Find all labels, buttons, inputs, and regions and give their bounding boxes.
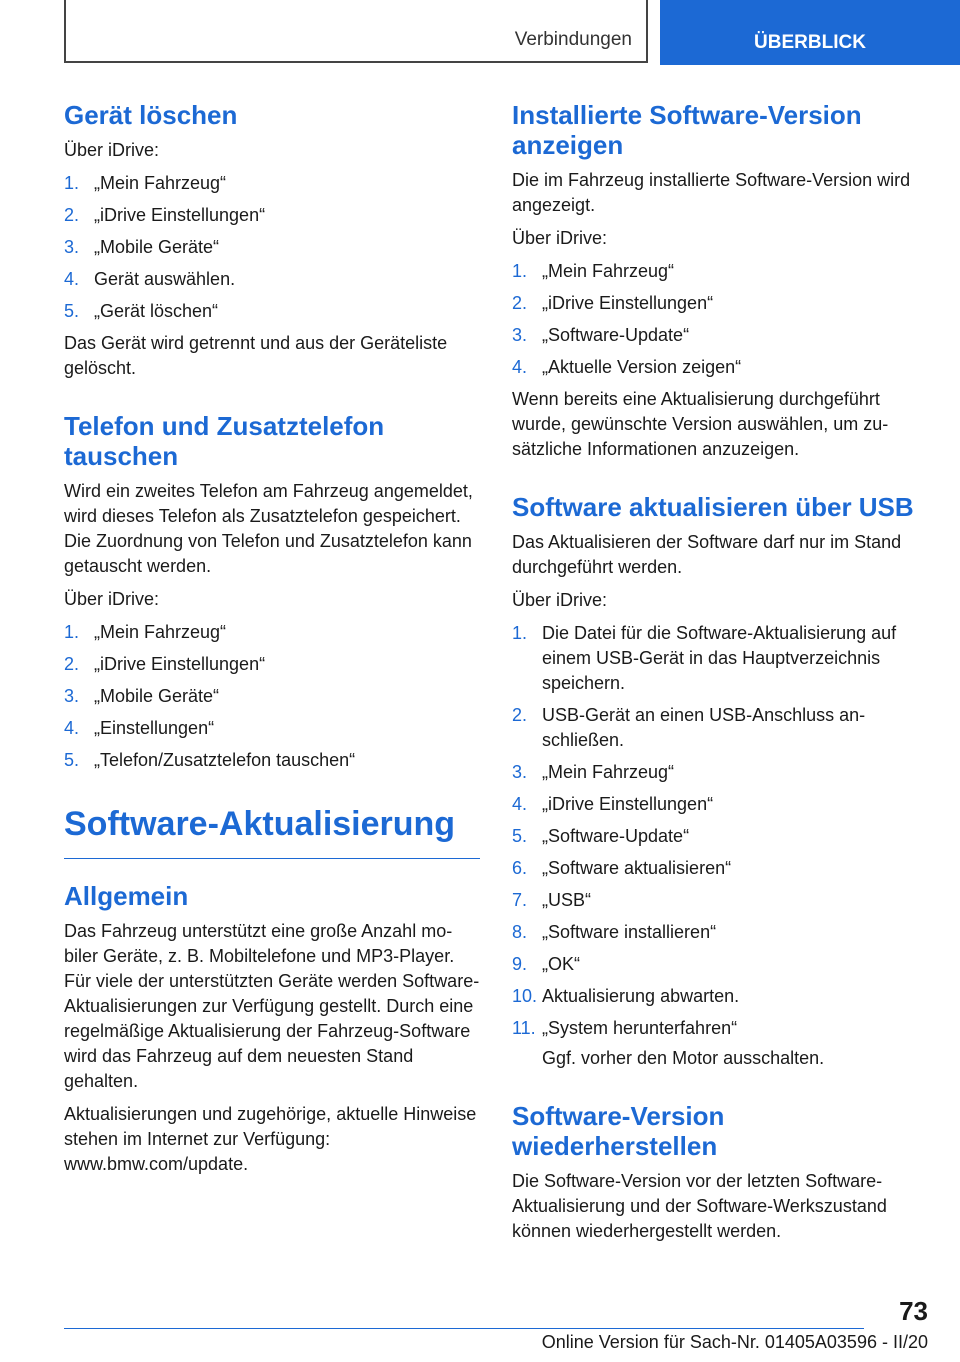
page-number: 73 (899, 1296, 928, 1326)
steps-list (512, 259, 928, 380)
footer-text: Online Version für Sach-Nr. 01405A03596 - II/20 (541, 1332, 928, 1352)
list-item: 8. „Software installieren“ (512, 922, 717, 942)
list-item: 4. „Einstellungen“ (64, 718, 215, 738)
list-item: 5. „Telefon/Zusatztelefon tauschen“ (64, 750, 356, 770)
chapter-divider (64, 858, 480, 859)
body-text: Das Fahrzeug unterstützt eine große Anzahl mobiler Geräte, z. B. Mobiltelefone und MP3-Player. Für viele der unterstützten Geräte werden Software-Aktualisierungen zur Verfügung gestellt. Durch eine regelmäßige Aktualisierung der Fahrzeug-Software wird das Fahrzeug auf dem neuesten Stand gehalten. (64, 921, 480, 1091)
section-title: Software-Version wiederherstellen (512, 1101, 725, 1161)
step-note: Ggf. vorher den Motor ausschalten. (542, 1048, 825, 1068)
steps-list (512, 621, 928, 1041)
header-tab-label: ÜBERBLICK (754, 32, 866, 53)
list-item: 4. Gerät auswählen. (64, 269, 236, 289)
header-tab-overview[interactable] (660, 0, 960, 65)
list-item: 2. „iDrive Einstellungen“ (512, 293, 714, 313)
chapter-title: Software-Aktualisierung (64, 805, 456, 843)
intro-text: Über iDrive: (512, 228, 608, 248)
intro-text: Über iDrive: (64, 140, 160, 160)
list-item: 5. „Gerät löschen“ (64, 301, 219, 321)
list-item: 1. Die Datei für die Software-Aktualisierung auf einem USB-Gerät in das Hauptverzeichnis speichern. (512, 623, 897, 693)
section-title: Software aktualisieren über USB (512, 492, 914, 522)
header-section-box (64, 0, 648, 63)
list-item: 1. „Mein Fahrzeug“ (512, 261, 675, 281)
section-title: Telefon und Zusatztelefon tauschen (64, 411, 385, 471)
list-item: 4. „iDrive Einstellungen“ (512, 794, 714, 814)
body-text: Das Gerät wird getrennt und aus der Geräteliste gelöscht. (64, 333, 448, 378)
section-title: Installierte Software-Version anzeigen (512, 100, 862, 160)
list-item: 2. „iDrive Einstellungen“ (64, 654, 266, 674)
intro-text: Über iDrive: (512, 590, 608, 610)
list-item: 3. „Mein Fahrzeug“ (512, 762, 675, 782)
list-item: 3. „Mobile Geräte“ (64, 237, 220, 257)
steps-list (64, 620, 480, 773)
footer-divider (64, 1328, 864, 1329)
list-item: 3. „Mobile Geräte“ (64, 686, 220, 706)
section-title: Gerät löschen (64, 100, 238, 130)
list-item: 1. „Mein Fahrzeug“ (64, 173, 227, 193)
body-text: Die Software-Version vor der letzten Software-Aktualisierung und der Software-Werkszustand können wiederhergestellt werden. (512, 1171, 887, 1241)
body-text: Wird ein zweites Telefon am Fahrzeug angemeldet, wird dieses Telefon als Zusatztelefon gespeichert. Die Zuordnung von Telefon und Zusatztelefon kann getauscht werden. (64, 481, 473, 576)
steps-list (64, 171, 480, 324)
section-title: Allgemein (64, 881, 189, 911)
body-text: Die im Fahrzeug installierte Software-Version wird angezeigt. (512, 170, 911, 215)
list-item: 11. „System herunterfahren“ (512, 1018, 738, 1038)
right-column (512, 100, 928, 1252)
list-item: 4. „Aktuelle Version zeigen“ (512, 357, 742, 377)
list-item: 2. USB-Gerät an einen USB-Anschluss anschließen. (512, 705, 866, 750)
body-text: Wenn bereits eine Aktualisierung durchgeführt wurde, gewünschte Version auswählen, um zusätzliche Informationen anzuzeigen. (512, 389, 889, 459)
list-item: 10. Aktualisierung abwarten. (512, 986, 740, 1006)
list-item: 2. „iDrive Einstellungen“ (64, 205, 266, 225)
body-text: Das Aktualisieren der Software darf nur im Stand durchgeführt werden. (512, 532, 902, 577)
body-text: Aktualisierungen und zugehörige, aktuelle Hinweise stehen im Internet zur Verfügung: www.bmw.com/update. (64, 1104, 477, 1174)
header-section-title: Verbindungen (514, 29, 632, 50)
intro-text: Über iDrive: (64, 589, 160, 609)
list-item: 9. „OK“ (512, 954, 580, 974)
list-item: 6. „Software aktualisieren“ (512, 858, 732, 878)
left-column (64, 100, 480, 1185)
list-item: 7. „USB“ (512, 890, 591, 910)
list-item: 5. „Software-Update“ (512, 826, 690, 846)
list-item: 1. „Mein Fahrzeug“ (64, 622, 227, 642)
list-item: 3. „Software-Update“ (512, 325, 690, 345)
